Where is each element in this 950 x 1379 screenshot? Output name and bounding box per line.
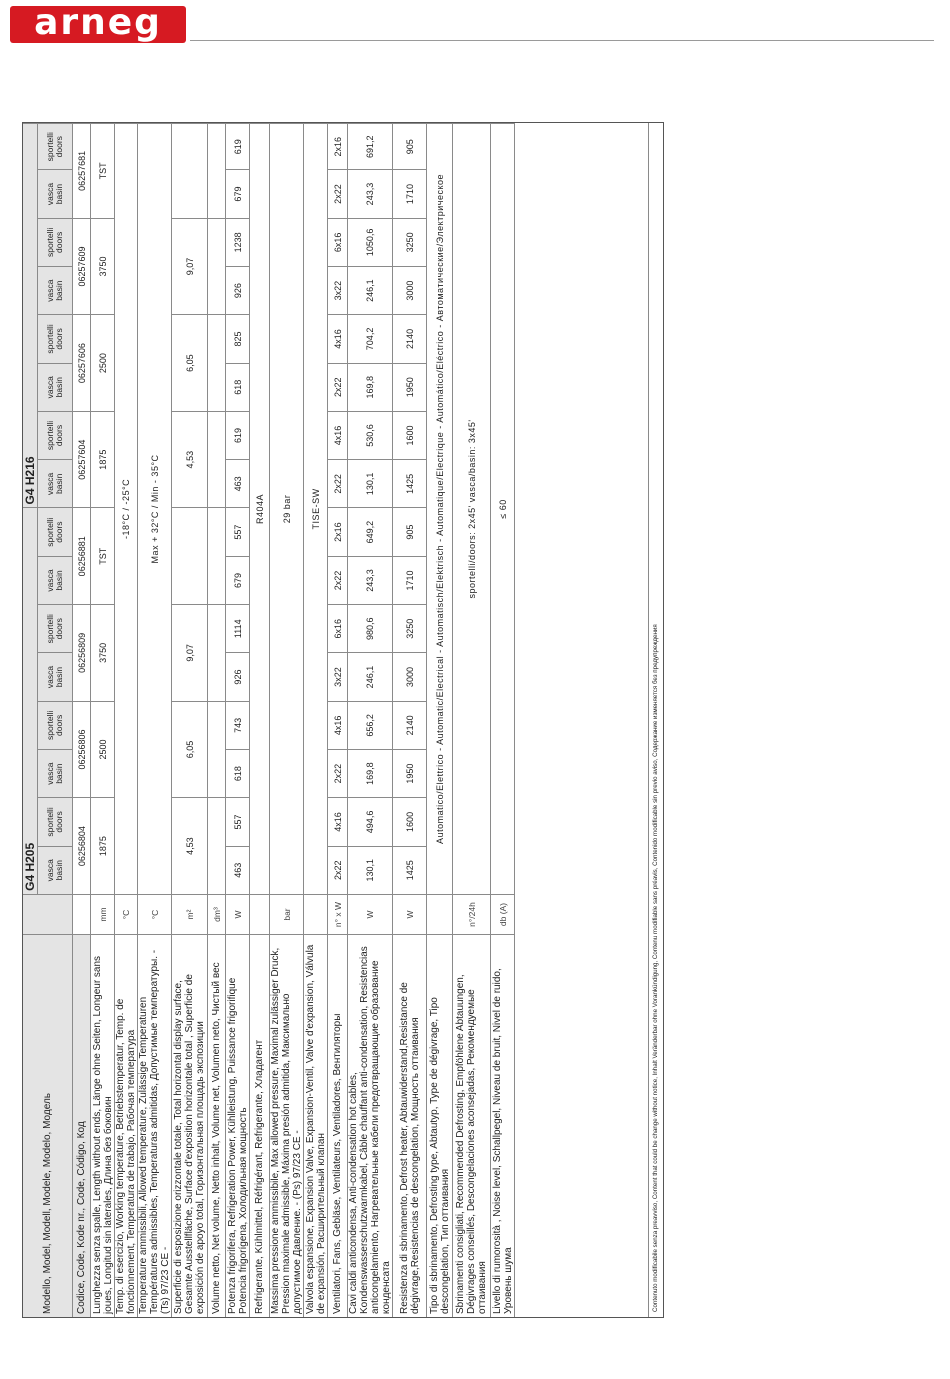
- value-cell: 2x22: [328, 749, 348, 797]
- value-cell: 6x16: [328, 605, 348, 653]
- spec-table-rotated: [23, 123, 663, 1317]
- doors-header: sportelli doors: [38, 605, 73, 653]
- row-unit: W: [393, 894, 427, 934]
- doors-header: sportelli doors: [38, 411, 73, 459]
- value-cell: 619: [226, 411, 250, 459]
- model-name: G4 H205: [23, 508, 38, 894]
- logo-text: arneg: [34, 2, 162, 43]
- value-cell: 619: [226, 124, 250, 170]
- value-cell: 618: [226, 749, 250, 797]
- spec-table: [23, 123, 515, 1317]
- row-label: Superficie di esposizione orizzontale totale, Total horizontal display surface, Gesamte Ausstellfläche, Surface d'exposition horizontale total , Superficie de exposición de apoyo total, Горизонтальная площадь экспозиции: [172, 935, 208, 1317]
- value-cell: 243,3: [348, 170, 393, 218]
- row-unit: n° x W: [328, 894, 348, 934]
- value-cell: [208, 605, 226, 702]
- basin-header: vasca basin: [38, 846, 73, 894]
- table-row: [208, 124, 226, 1318]
- value-cell: 169,8: [348, 363, 393, 411]
- value-cell: [172, 508, 208, 605]
- value-cell: 2x22: [328, 460, 348, 508]
- value-cell: 704,2: [348, 315, 393, 363]
- table-row: [226, 124, 250, 1318]
- row-label: Tipo di sbrinamento, Defrosting type, Abtautyp, Type de dégivrage, Tipo descongelation, Тип оттаивания: [427, 935, 453, 1317]
- value-cell: 2x22: [328, 363, 348, 411]
- row-unit: °C: [138, 894, 172, 934]
- value-cell: 1710: [393, 556, 427, 604]
- row-label: Temperature ammissibili, Allowed temperature, Zulässige Temperaturen Températures admissibles, Temperaturas admitidas, Допустимые температуры. - (Ts) 97/23 CE -: [138, 935, 172, 1317]
- value-cell: 130,1: [348, 846, 393, 894]
- row-label: Refrigerante, Kühlmittel, Réfrigérant, Refrigerante, Хладагент: [250, 935, 270, 1317]
- value-cell: 691,2: [348, 124, 393, 170]
- value-cell: [208, 508, 226, 605]
- doors-header: sportelli doors: [38, 701, 73, 749]
- value-cell: 3x22: [328, 266, 348, 314]
- value-cell: 2x22: [328, 170, 348, 218]
- model-name: G4 H216: [23, 124, 38, 508]
- value-cell: 1050,6: [348, 218, 393, 266]
- span-value: TISE-SW: [304, 124, 328, 895]
- value-cell: 494,6: [348, 798, 393, 846]
- value-cell: 06257606: [73, 315, 91, 412]
- unit-header: [23, 894, 73, 934]
- table-row: [115, 124, 138, 1318]
- value-cell: 3750: [91, 605, 115, 702]
- value-cell: 926: [226, 266, 250, 314]
- value-cell: 06257681: [73, 124, 91, 219]
- value-cell: 06256809: [73, 605, 91, 702]
- value-cell: 2500: [91, 701, 115, 798]
- row-unit: db (A): [491, 894, 515, 934]
- value-cell: 2500: [91, 315, 115, 412]
- span-value: 29 bar: [270, 124, 304, 895]
- value-cell: 2x22: [328, 556, 348, 604]
- value-cell: 2x22: [328, 846, 348, 894]
- value-cell: 06256881: [73, 508, 91, 605]
- span-value: R404A: [250, 124, 270, 895]
- value-cell: 06257609: [73, 218, 91, 315]
- row-label: Sbrinamenti consigliati, Recommended Defrosting, Empföhlene Abtauungen, Dégivrages conseillés, Descongelaciones aconsejadas, Рекомендуемые оттаивания: [453, 935, 491, 1317]
- model-header-row: [23, 124, 38, 1318]
- value-cell: 926: [226, 653, 250, 701]
- value-cell: 4,53: [172, 411, 208, 508]
- value-cell: 246,1: [348, 266, 393, 314]
- span-value: -18°C / -25°C: [115, 124, 138, 895]
- row-unit: [427, 894, 453, 934]
- value-cell: 463: [226, 846, 250, 894]
- basin-header: vasca basin: [38, 460, 73, 508]
- value-cell: 2140: [393, 701, 427, 749]
- value-cell: 4x16: [328, 411, 348, 459]
- row-label: Livello di rumorosità , Noise level, Schallpegel, Niveau de bruit, Nivel de ruido, Уровень шума: [491, 935, 515, 1317]
- table-row: [304, 124, 328, 1318]
- value-cell: 246,1: [348, 653, 393, 701]
- basin-header: vasca basin: [38, 170, 73, 218]
- value-cell: 3750: [91, 218, 115, 315]
- doors-header: sportelli doors: [38, 315, 73, 363]
- doors-header: sportelli doors: [38, 124, 73, 170]
- row-unit: W: [348, 894, 393, 934]
- value-cell: 243,3: [348, 556, 393, 604]
- row-unit: m²: [172, 894, 208, 934]
- table-row: [328, 124, 348, 1318]
- value-cell: [208, 798, 226, 895]
- basin-header: vasca basin: [38, 556, 73, 604]
- value-cell: [208, 315, 226, 412]
- table-row: [250, 124, 270, 1318]
- value-cell: 3x22: [328, 653, 348, 701]
- row-unit: [73, 894, 91, 934]
- value-cell: 9,07: [172, 605, 208, 702]
- value-cell: [208, 411, 226, 508]
- value-cell: 980,6: [348, 605, 393, 653]
- value-cell: 1950: [393, 749, 427, 797]
- table-row: [91, 124, 115, 1318]
- row-unit: bar: [270, 894, 304, 934]
- value-cell: 6x16: [328, 218, 348, 266]
- value-cell: 557: [226, 508, 250, 556]
- value-cell: 905: [393, 508, 427, 556]
- row-label: Resistenza di sbrinamento, Defrost heater, Abtauwiderstand,Resistance de dégivrage,Resistencias de descongelation, Мощность оттаивания: [393, 935, 427, 1317]
- value-cell: 1425: [393, 846, 427, 894]
- table-row: [491, 124, 515, 1318]
- table-row: [138, 124, 172, 1318]
- value-cell: 905: [393, 124, 427, 170]
- value-cell: 656,2: [348, 701, 393, 749]
- table-row: [73, 124, 91, 1318]
- row-label: Massima pressione ammissibile, Max allowed pressure, Maximal zulässiger Druck, Pression maximale admissible, Máxima presión admitida, Максимально допустимое Давление. - (Ps) 97/23 CE -: [270, 935, 304, 1317]
- table-row: [427, 124, 453, 1318]
- table-row: [393, 124, 427, 1318]
- value-cell: [208, 124, 226, 219]
- value-cell: 618: [226, 363, 250, 411]
- row-label: Temp. di esercizio, Working temperature, Betriebstemperatur, Temp. de fonctionnement, Temperatura de trabajo, Рабочая температура: [115, 935, 138, 1317]
- value-cell: 649,2: [348, 508, 393, 556]
- value-cell: 743: [226, 701, 250, 749]
- basin-header: vasca basin: [38, 266, 73, 314]
- value-cell: 1950: [393, 363, 427, 411]
- doors-header: sportelli doors: [38, 218, 73, 266]
- table-row: [453, 124, 491, 1318]
- span-value: Automatico/Elettrico - Automatic/Electrical - Automatisch/Elektrisch - Automatique/Electrique - Automático/Eléctrico - Автоматические/Электрическое: [427, 124, 453, 895]
- value-cell: 1600: [393, 411, 427, 459]
- row-label: Potenza frigorifera, Refrigeration Power, Kühlleistung, Puissance frigorifique Potencia frigorígena, Холодильная мощность: [226, 935, 250, 1317]
- value-cell: 557: [226, 798, 250, 846]
- row-unit: mm: [91, 894, 115, 934]
- basin-header: vasca basin: [38, 363, 73, 411]
- row-label: Codice, Code, Kode nr., Code, Código, Код: [73, 935, 91, 1317]
- value-cell: [172, 124, 208, 219]
- value-cell: 169,8: [348, 749, 393, 797]
- value-cell: 1238: [226, 218, 250, 266]
- doors-header: sportelli doors: [38, 798, 73, 846]
- value-cell: 3250: [393, 605, 427, 653]
- doors-header: sportelli doors: [38, 508, 73, 556]
- value-cell: 530,6: [348, 411, 393, 459]
- value-cell: 463: [226, 460, 250, 508]
- span-value: ≤ 60: [491, 124, 515, 895]
- table-row: [270, 124, 304, 1318]
- value-cell: 6,05: [172, 701, 208, 798]
- value-cell: 2x16: [328, 124, 348, 170]
- value-cell: 06257604: [73, 411, 91, 508]
- value-cell: 1600: [393, 798, 427, 846]
- table-row: [348, 124, 393, 1318]
- value-cell: 3000: [393, 653, 427, 701]
- value-cell: 825: [226, 315, 250, 363]
- arneg-logo: [10, 2, 186, 43]
- value-cell: 4x16: [328, 315, 348, 363]
- value-cell: 1114: [226, 605, 250, 653]
- basin-header: vasca basin: [38, 749, 73, 797]
- span-value: Max + 32°C / Min - 35°C: [138, 124, 172, 895]
- value-cell: 1875: [91, 798, 115, 895]
- value-cell: TST: [91, 508, 115, 605]
- row-label: Valvola espansione, Expansion Valve, Expansion-Ventil, Valve d'expansion, Válvula de expansión, Расширительный клапан: [304, 935, 328, 1317]
- value-cell: 06256806: [73, 701, 91, 798]
- row-label: Cavi caldi anticondensa, Anti-condensation hot cables, Kondenswasserschutzwarmkabel, Câble chauffant anti-condensation, Resistencias anticongelamiento, Нагревательные кабели предотвращающие образование конденсата: [348, 935, 393, 1317]
- header-label: Modello, Model, Modell, Modele, Modelo, Модель: [23, 935, 73, 1317]
- value-cell: 2x16: [328, 508, 348, 556]
- row-label: Volume netto, Net volume, Netto inhalt, Volume net, Volumen neto, Чистый вес: [208, 935, 226, 1317]
- value-cell: [208, 701, 226, 798]
- row-label: Lunghezza senza spalle, Length without ends, Länge ohne Seiten, Longeur sans joues, Longitud sin laterales, Длина без боковин: [91, 935, 115, 1317]
- value-cell: 3250: [393, 218, 427, 266]
- span-value: sportelli/doors: 2x45' vasca/basin: 3x45': [453, 124, 491, 895]
- value-cell: 679: [226, 556, 250, 604]
- value-cell: 1875: [91, 411, 115, 508]
- value-cell: 9,07: [172, 218, 208, 315]
- header-divider: [190, 40, 934, 41]
- value-cell: 4x16: [328, 701, 348, 749]
- value-cell: TST: [91, 124, 115, 219]
- value-cell: [208, 218, 226, 315]
- value-cell: 2140: [393, 315, 427, 363]
- value-cell: 679: [226, 170, 250, 218]
- row-unit: [304, 894, 328, 934]
- table-row: [172, 124, 208, 1318]
- value-cell: 1425: [393, 460, 427, 508]
- value-cell: 3000: [393, 266, 427, 314]
- row-unit: n°/24h: [453, 894, 491, 934]
- footer-note: Contenuto modificabile senza preavviso, Content that could be change without notice, Inhalt Veränderbar ohne Vorankündigung, Contenu modifiable sans préavis, Contenido modificable sin previo aviso, Содержание изменяется без предупреждения: [648, 122, 663, 1317]
- row-unit: W: [226, 894, 250, 934]
- row-unit: [250, 894, 270, 934]
- row-label: Ventilatori, Fans, Gebläse, Ventilateurs, Ventiladores, Вентиляторы: [328, 935, 348, 1317]
- value-cell: 1710: [393, 170, 427, 218]
- value-cell: 06256804: [73, 798, 91, 895]
- value-cell: 130,1: [348, 460, 393, 508]
- spec-table-frame: [22, 122, 664, 1318]
- value-cell: 4x16: [328, 798, 348, 846]
- row-unit: dm³: [208, 894, 226, 934]
- value-cell: 6,05: [172, 315, 208, 412]
- basin-header: vasca basin: [38, 653, 73, 701]
- value-cell: 4,53: [172, 798, 208, 895]
- row-unit: °C: [115, 894, 138, 934]
